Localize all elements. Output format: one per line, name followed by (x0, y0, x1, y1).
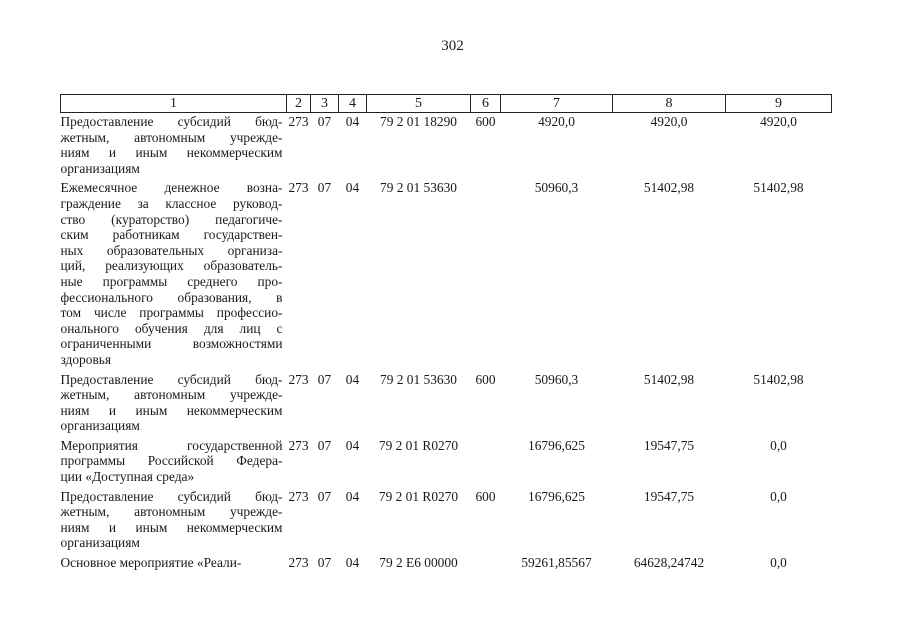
row-name-line: ные программы среднего про- (60, 273, 283, 289)
cell-amount-col7: 59261,85567 (521, 555, 592, 571)
cell-amount-col9: 4920,0 (760, 114, 797, 129)
row-name-line: Предоставление субсидий бюд- (60, 371, 283, 387)
row-name-line: ство (кураторство) педагогиче- (60, 211, 283, 227)
table-row (61, 488, 832, 554)
row-name-line: Ежемесячное денежное возна- (60, 180, 283, 196)
cell-amount-col8: 51402,98 (643, 180, 695, 196)
row-name-line: ных образовательных организа- (60, 242, 283, 258)
row-name-line: Предоставление субсидий бюд- (60, 488, 283, 504)
cell-section: 07 (317, 437, 332, 453)
row-name-line: Основное мероприятие «Реали- (60, 555, 242, 571)
cell-amount-col9: 0,0 (770, 555, 787, 571)
cell-section: 07 (317, 114, 332, 129)
header-col-2: 2 (287, 95, 311, 113)
cell-target-article: 79 2 01 53630 (380, 180, 457, 196)
row-name-line: ниям и иным некоммерческим (60, 402, 283, 418)
cell-amount-col7: 4920,0 (538, 114, 575, 129)
cell-amount-col9: 51402,98 (753, 371, 804, 387)
cell-section: 07 (317, 555, 332, 571)
table-row (61, 437, 832, 488)
row-name-line: здоровья (60, 351, 112, 367)
cell-amount-col7: 16796,625 (528, 437, 585, 453)
cell-subsection: 04 (345, 180, 360, 196)
row-name-line: организациям (60, 535, 140, 551)
cell-admin-code: 273 (288, 114, 309, 129)
row-name-line: Мероприятия государственной (60, 437, 283, 453)
cell-target-article: 79 2 01 R0270 (378, 488, 459, 504)
row-name (61, 554, 287, 571)
cell-amount-col8: 64628,24742 (633, 555, 705, 571)
cell-target-article: 79 2 Е6 00000 (379, 555, 458, 571)
header-col-9: 9 (726, 95, 832, 113)
page-number: 302 (441, 38, 464, 54)
cell-subsection: 04 (345, 488, 360, 504)
row-name-line: программы Российской Федера- (60, 453, 283, 469)
row-name-line: ниям и иным некоммерческим (60, 145, 283, 161)
cell-subsection: 04 (345, 437, 360, 453)
cell-amount-col7: 16796,625 (528, 488, 585, 504)
header-col-4: 4 (339, 95, 367, 113)
header-col-6: 6 (471, 95, 501, 113)
row-name-line: организациям (60, 160, 140, 176)
cell-subsection: 04 (345, 114, 360, 129)
header-col-7: 7 (501, 95, 613, 113)
row-name (61, 179, 287, 370)
row-name-line: ским работникам государствен- (60, 227, 283, 243)
table-row (61, 113, 832, 180)
row-name-line: фессионального образования, в (60, 289, 283, 305)
cell-amount-col8: 51402,98 (643, 371, 695, 387)
row-name-line: ниям и иным некоммерческим (60, 519, 283, 535)
cell-target-article: 79 2 01 18290 (380, 114, 457, 129)
row-name-line: онального обучения для лиц с (60, 320, 283, 336)
cell-subsection: 04 (345, 555, 360, 571)
row-name-line: ции «Доступная среда» (60, 469, 195, 485)
row-name-line: организациям (60, 418, 140, 434)
row-name-line: ограниченными возможностями (60, 336, 283, 352)
cell-amount-col8: 4920,0 (650, 114, 688, 129)
cell-admin-code: 273 (288, 371, 309, 387)
cell-expense-type: 600 (475, 114, 496, 129)
cell-expense-type: 600 (475, 371, 496, 387)
cell-expense-type (471, 179, 501, 370)
header-col-8: 8 (613, 95, 726, 113)
row-name-line: ций, реализующих образователь- (60, 258, 283, 274)
cell-amount-col8: 19547,75 (643, 488, 695, 504)
header-col-5: 5 (367, 95, 471, 113)
header-row (61, 95, 832, 113)
cell-section: 07 (317, 180, 332, 196)
cell-admin-code: 273 (288, 180, 309, 196)
cell-expense-type (471, 554, 501, 571)
cell-amount-col9: 0,0 (770, 488, 787, 504)
cell-target-article: 79 2 01 53630 (380, 371, 457, 387)
cell-admin-code: 273 (288, 488, 309, 504)
cell-target-article: 79 2 01 R0270 (378, 437, 459, 453)
cell-admin-code: 273 (288, 437, 309, 453)
row-name-line: том числе программы профессио- (60, 305, 283, 321)
cell-expense-type (471, 437, 501, 488)
cell-amount-col9: 51402,98 (753, 180, 804, 196)
table-body (61, 113, 832, 571)
cell-subsection: 04 (345, 371, 360, 387)
header-col-1: 1 (61, 95, 287, 113)
row-name (61, 113, 287, 180)
header-col-3: 3 (311, 95, 339, 113)
row-name (61, 488, 287, 554)
row-name-line: граждение за классное руковод- (60, 195, 283, 211)
cell-amount-col8: 19547,75 (643, 437, 695, 453)
cell-section: 07 (317, 488, 332, 504)
row-name-line: жетным, автономным учрежде- (60, 504, 283, 520)
table-row (61, 371, 832, 437)
row-name (61, 371, 287, 437)
budget-table (60, 94, 832, 571)
table-row (61, 179, 832, 370)
row-name (61, 437, 287, 488)
row-name-line: жетным, автономным учрежде- (60, 387, 283, 403)
row-name-line: Предоставление субсидий бюд- (60, 114, 283, 129)
row-name-line: жетным, автономным учрежде- (60, 129, 283, 145)
cell-admin-code: 273 (288, 555, 309, 571)
cell-amount-col9: 0,0 (770, 437, 787, 453)
cell-amount-col7: 50960,3 (534, 180, 579, 196)
cell-expense-type: 600 (475, 488, 496, 504)
cell-section: 07 (317, 371, 332, 387)
cell-amount-col7: 50960,3 (534, 371, 579, 387)
table-row (61, 554, 832, 571)
